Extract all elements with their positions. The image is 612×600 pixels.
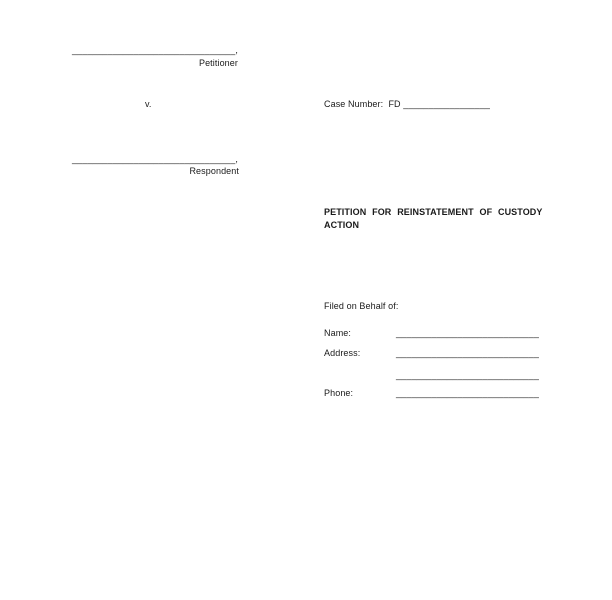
phone-label: Phone: [324, 388, 354, 398]
case-number-row [324, 98, 490, 110]
address-field-line1[interactable]: ____________________________ [396, 348, 539, 358]
address-label: Address: [324, 348, 361, 358]
name-label: Name: [324, 328, 352, 338]
case-number-field[interactable]: _________________ [403, 99, 491, 109]
case-number-label: Case Number: [324, 99, 384, 109]
petitioner-label: Petitioner [198, 58, 238, 68]
filed-on-behalf-heading: Filed on Behalf of: [324, 301, 399, 311]
phone-field[interactable]: ____________________________ [396, 388, 539, 398]
respondent-name-line[interactable]: ________________________________, [72, 154, 238, 164]
document-title-line2: ACTION [324, 220, 360, 230]
respondent-label: Respondent [189, 166, 239, 176]
petitioner-name-line[interactable]: ________________________________, [72, 45, 238, 55]
versus-text: v. [145, 99, 152, 109]
address-field-line2[interactable]: ____________________________ [396, 370, 539, 380]
case-number-prefix: FD [388, 99, 401, 109]
name-field[interactable]: ____________________________ [396, 328, 539, 338]
document-title-line1: PETITION FOR REINSTATEMENT OF CUSTODY [324, 207, 543, 217]
